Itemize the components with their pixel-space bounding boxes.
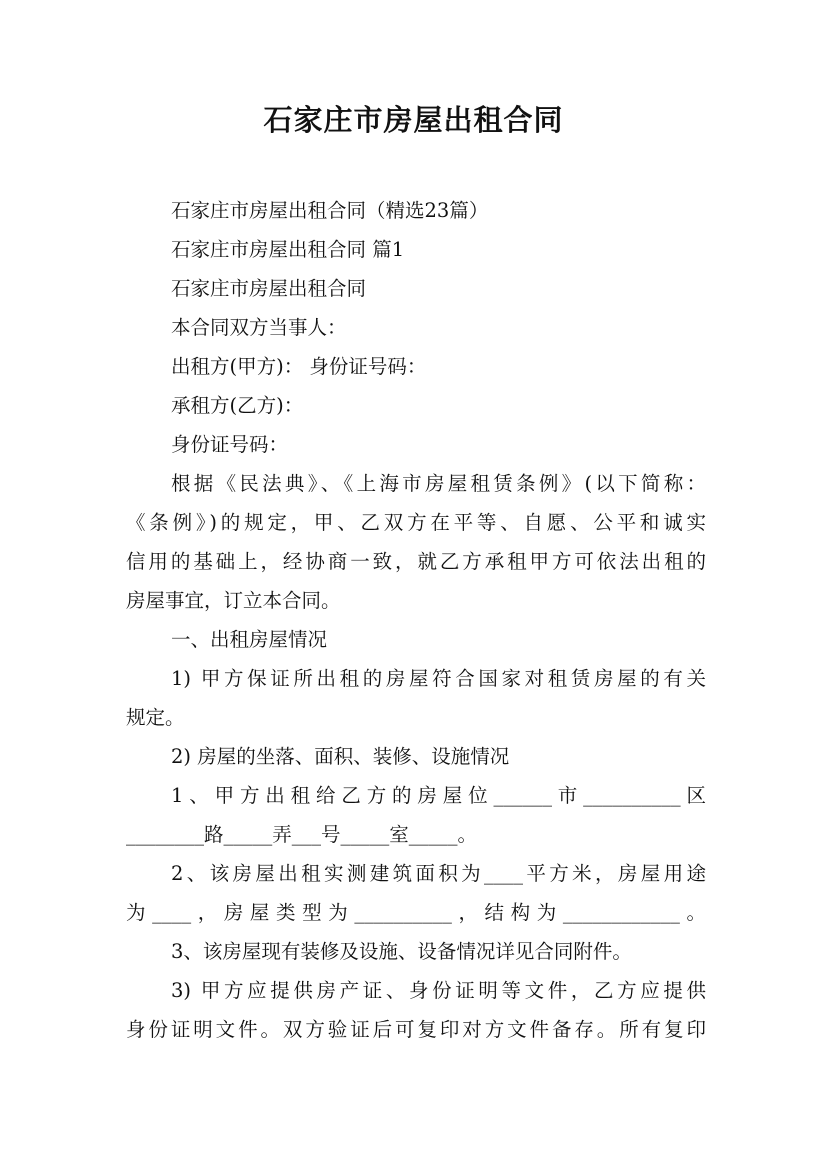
text-line: 规定。 bbox=[126, 706, 185, 729]
text-line: ________路_____弄___号_____室_____。 bbox=[126, 823, 477, 846]
document-title: 石家庄市房屋出租合同 bbox=[263, 103, 564, 137]
text-line: 3、该房屋现有装修及设施、设备情况详见合同附件。 bbox=[171, 940, 632, 963]
text-line: 信用的基础上，经协商一致，就乙方承租甲方可依法出租的 bbox=[126, 550, 706, 573]
text-line: 1) 甲方保证所出租的房屋符合国家对租赁房屋的有关 bbox=[171, 667, 706, 690]
text-line: 石家庄市房屋出租合同 篇1 bbox=[171, 238, 405, 261]
text-line: 石家庄市房屋出租合同（精选23篇） bbox=[171, 199, 489, 222]
text-line: 身份证明文件。双方验证后可复印对方文件备存。所有复印 bbox=[126, 1018, 706, 1041]
text-line: 石家庄市房屋出租合同 bbox=[171, 277, 367, 300]
text-line: 1、甲方出租给乙方的房屋位______市__________区 bbox=[171, 784, 706, 807]
text-line: 3) 甲方应提供房产证、身份证明等文件，乙方应提供 bbox=[171, 979, 706, 1002]
text-line: 承租方(乙方)： bbox=[171, 394, 304, 417]
text-line: 2、该房屋出租实测建筑面积为____平方米，房屋用途 bbox=[171, 862, 706, 885]
text-line: 根据《民法典》、《上海市房屋租赁条例》(以下简称： bbox=[171, 472, 706, 495]
text-line: 《条例》)的规定，甲、乙双方在平等、自愿、公平和诚实 bbox=[126, 511, 706, 534]
text-line: 2) 房屋的坐落、面积、装修、设施情况 bbox=[171, 745, 510, 768]
section-heading: 一、出租房屋情况 bbox=[171, 628, 328, 651]
text-line: 房屋事宜，订立本合同。 bbox=[126, 589, 341, 612]
text-line: 本合同双方当事人： bbox=[171, 316, 347, 339]
text-line: 身份证号码： bbox=[171, 433, 289, 456]
text-line: 为____，房屋类型为__________，结构为____________。 bbox=[126, 901, 706, 924]
text-line: 出租方(甲方)： 身份证号码： bbox=[171, 355, 427, 378]
